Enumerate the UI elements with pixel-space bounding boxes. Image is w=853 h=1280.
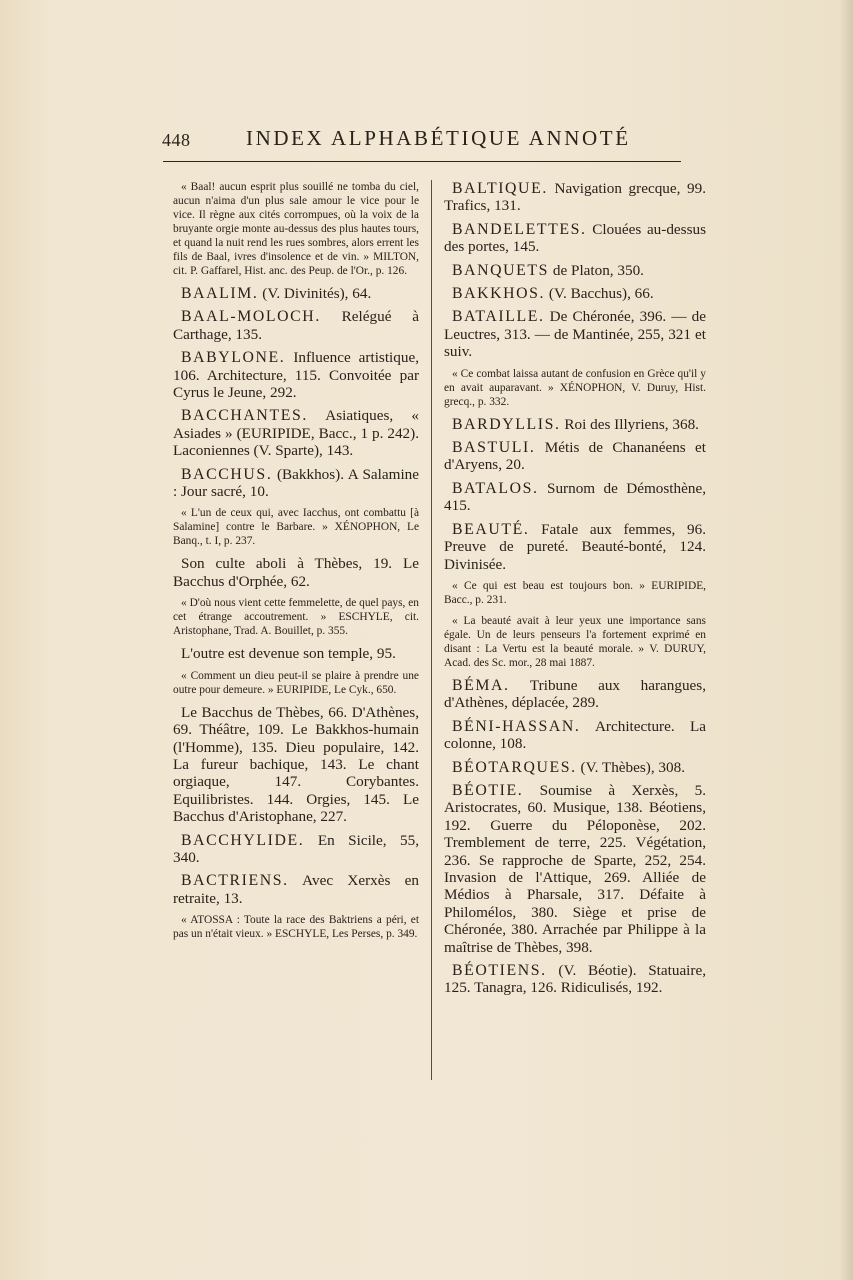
running-title: INDEX ALPHABÉTIQUE ANNOTÉ xyxy=(246,126,631,150)
entry-text: Influence artistique, 106. Architecture, 115. Convoitée par Cyrus le Jeune, 292. xyxy=(173,349,419,402)
index-entry xyxy=(444,718,706,753)
entry-head: BACCHUS. xyxy=(181,465,273,483)
entry-head: BAAL-MOLOCH. xyxy=(181,308,321,326)
entry-text: Tribune aux harangues, d'Athènes, déplacée, 289. xyxy=(444,676,706,712)
entry-text: Le Bacchus de Thèbes, 66. D'Athènes, 69. Théâtre, 109. Le Bakkhos-humain (l'Homme), 135. Dieu populaire, 142. La fureur bachique, 143. Le chant orgiaque, 147. Corybantes. Equilibristes. 144. Orgies, 145. Le Bacchus d'Aristophane, 227. xyxy=(173,703,419,826)
quote: « Comment un dieu peut-il se plaire à prendre une outre pour demeure. » EURIPIDE, Le Cyk., 650. xyxy=(173,669,419,696)
index-entry xyxy=(444,521,706,573)
entry-text: (V. Béotie). Statuaire, 125. Tanagra, 126. Ridiculisés, 192. xyxy=(444,962,706,997)
entry-text: En Sicile, 55, 340. xyxy=(173,831,419,866)
quote: « Ce combat laissa autant de confusion en Grèce qu'il y en avait auparavant. » XÉNOPHON, V. Duruy, Hist. grecq., p. 332. xyxy=(444,367,706,408)
index-entry xyxy=(173,466,419,501)
index-entry xyxy=(444,782,706,956)
index-entry xyxy=(173,349,419,401)
index-entry xyxy=(444,221,706,256)
index-entry xyxy=(444,416,706,433)
quote: « Baal! aucun esprit plus souillé ne tomba du ciel, aucun n'aima d'un plus sale amour le vice pour le vice. Il règne aux cités corrompues, où la voix de la bruyante orgie monte au-dessus des plus hautes tours, et quand la nuit rend les rues sombres, alors errent les fils de Baal, ivres d'insolence et de vin. » MILTON, cit. P. Gaffarel, Hist. anc. des Peup. de l'Or., p. 126. xyxy=(173,181,419,277)
entry-text: de Platon, 350. xyxy=(549,261,644,279)
index-entry xyxy=(173,872,419,907)
index-entry-continued xyxy=(173,555,419,590)
entry-head: BÉOTIE. xyxy=(452,781,524,799)
entry-head: BÉNI-HASSAN. xyxy=(452,717,581,735)
column-divider xyxy=(431,180,432,1080)
page-number: 448 xyxy=(162,130,191,150)
quote: « D'où nous vient cette femmelette, de quel pays, en cet étrange accoutrement. » ESCHYLE, cit. Aristophane, Trad. A. Bouillet, p. 355. xyxy=(173,597,419,638)
index-entry xyxy=(444,439,706,474)
entry-head: BAKKHOS. xyxy=(452,285,546,303)
entry-head: BALTIQUE. xyxy=(452,180,548,197)
entry-text: Asiatiques, « Asiades » (EURIPIDE, Bacc., 1 p. 242). Laconiennes (V. Sparte), 143. xyxy=(173,407,419,460)
entry-head: BASTULI. xyxy=(452,439,536,457)
entry-text: Architecture. La colonne, 108. xyxy=(444,717,706,753)
quote: « La beauté avait à leur yeux une importance sans égale. Un de leurs penseurs l'a fortement exprimé en disant : La Vertu est la beauté morale. » V. DURUY, Acad. des Sc. mor., 28 mai 1887. xyxy=(444,614,706,669)
index-entry xyxy=(173,285,419,302)
index-entry xyxy=(444,759,706,776)
index-entry xyxy=(173,407,419,459)
entry-text: Soumise à Xerxès, 5. Aristocrates, 60. Musique, 138. Béotiens, 192. Guerre du Péloponèse, 202. Tremblement de terre, 225. Végétation, 236. Se rapproche de Sparte, 252, 254. Invasion de l'Attique, 269. Alliée de Médios à Pharsale, 317. Défaite à Philomélos, 380. Siège et prise de Chéronée, 380. Arrachée par Philippe à la maîtrise de Thèbes, 398. xyxy=(444,781,706,956)
quote: « L'un de ceux qui, avec Iacchus, ont combattu [à Salamine] contre le Barbare. » XÉNOPHON, Le Banq., t. I, p. 237. xyxy=(173,507,419,548)
page-edge-shadow xyxy=(839,0,853,1280)
index-entry xyxy=(173,308,419,343)
entry-text: Relégué à Carthage, 135. xyxy=(173,308,419,343)
entry-head: BACTRIENS. xyxy=(181,872,289,890)
entry-text: Clouées au-dessus des portes, 145. xyxy=(444,220,706,256)
entry-text: (V. Bacchus), 66. xyxy=(545,285,654,303)
entry-head: BANDELETTES. xyxy=(452,220,587,238)
index-entry-continued xyxy=(173,704,419,826)
index-entry xyxy=(444,180,706,215)
quote: « Ce qui est beau est toujours bon. » EURIPIDE, Bacc., p. 231. xyxy=(444,579,706,606)
entry-text: (V. Thèbes), 308. xyxy=(576,758,686,776)
entry-head: BATAILLE. xyxy=(452,308,545,326)
entry-text: Fatale aux femmes, 96. Preuve de pureté. Beauté-bonté, 124. Divinisée. xyxy=(444,520,706,573)
entry-head: BÉOTIENS. xyxy=(452,962,547,979)
entry-text: Navigation grecque, 99. Trafics, 131. xyxy=(444,180,706,215)
entry-text: Avec Xerxès en retraite, 13. xyxy=(173,872,419,907)
entry-text: Métis de Chananéens et d'Aryens, 20. xyxy=(444,439,706,474)
index-entry xyxy=(444,677,706,712)
entry-text: (V. Divinités), 64. xyxy=(258,285,372,302)
index-entry xyxy=(444,262,706,279)
entry-text: (Bakkhos). A Salamine : Jour sacré, 10. xyxy=(173,465,419,501)
entry-text: Surnom de Démosthène, 415. xyxy=(444,479,706,515)
entry-head: BARDYLLIS. xyxy=(452,415,561,433)
entry-text: L'outre est devenue son temple, 95. xyxy=(181,645,396,663)
entry-head: BÉOTARQUES. xyxy=(452,758,577,776)
entry-head: BÉMA. xyxy=(452,676,510,694)
left-column xyxy=(173,180,419,948)
right-column xyxy=(444,180,706,1003)
index-entry xyxy=(173,832,419,867)
entry-head: BEAUTÉ. xyxy=(452,520,530,538)
index-entry-continued xyxy=(173,645,419,662)
page-header xyxy=(162,126,680,162)
entry-text: Son culte aboli à Thèbes, 19. Le Bacchus d'Orphée, 62. xyxy=(173,555,419,590)
header-rule xyxy=(163,161,681,162)
index-entry xyxy=(444,285,706,302)
index-entry xyxy=(444,480,706,515)
entry-head: BABYLONE. xyxy=(181,349,286,367)
entry-head: BAALIM. xyxy=(181,285,259,302)
entry-head: BANQUETS xyxy=(452,261,550,279)
entry-head: BACCHYLIDE. xyxy=(181,831,305,849)
index-entry xyxy=(444,308,706,360)
entry-head: BATALOS. xyxy=(452,479,539,497)
entry-head: BACCHANTES. xyxy=(181,407,308,425)
entry-text: Roi des Illyriens, 368. xyxy=(560,415,699,433)
entry-text: De Chéronée, 396. — de Leuctres, 313. — de Mantinée, 255, 321 et suiv. xyxy=(444,308,706,361)
index-entry xyxy=(444,962,706,997)
quote: « ATOSSA : Toute la race des Baktriens a péri, et pas un n'était vieux. » ESCHYLE, Les Perses, p. 349. xyxy=(173,914,419,941)
